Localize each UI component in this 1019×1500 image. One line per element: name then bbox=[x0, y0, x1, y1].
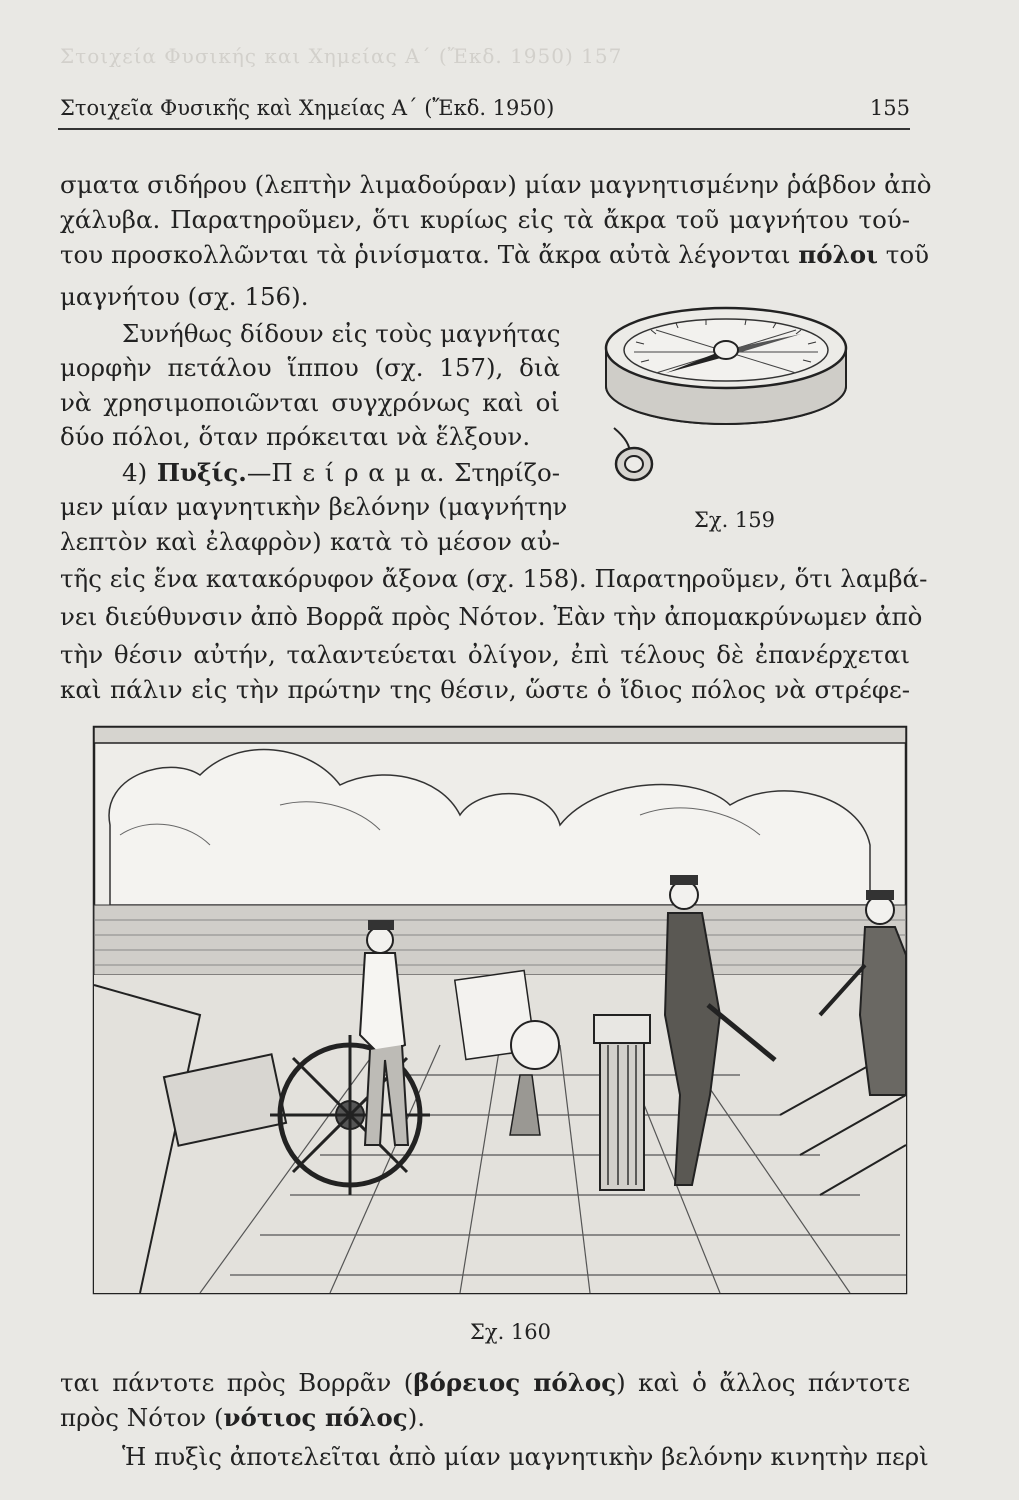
text-line: μαγνήτου (σχ. 156). bbox=[60, 282, 309, 311]
text-line: νει διεύθυνσιν ἀπὸ Βορρᾶ πρὸς Νότον. Ἐὰν τὴν ἀπομακρύνωμεν ἀπὸ bbox=[60, 602, 923, 631]
text-line: μορφὴν πετάλου ἵππου (σχ. 157), διὰ bbox=[60, 353, 560, 382]
text-line: του προσκολλῶνται τὰ ῥινίσματα. Τὰ ἄκρα αὐτὰ λέγονται πόλοι τοῦ bbox=[60, 240, 929, 269]
term-south-pole: νότιος πόλος bbox=[223, 1403, 408, 1432]
ship-bridge-illustration bbox=[80, 715, 920, 1305]
header-rule bbox=[58, 128, 910, 130]
term-poles: πόλοι bbox=[798, 240, 878, 269]
section-heading-line: 4) Πυξίς.—Π ε ί ρ α μ α. Στηρίζο- bbox=[122, 458, 560, 487]
text-line: τῆς εἰς ἕνα κατακόρυφον ἄξονα (σχ. 158). Παρατηροῦμεν, ὅτι λαμβά- bbox=[60, 564, 928, 593]
text-line: νὰ χρησιμοποιῶνται συγχρόνως καὶ οἱ bbox=[60, 388, 560, 417]
text-line: Συνήθως δίδουν εἰς τοὺς μαγνήτας bbox=[122, 319, 561, 348]
text-line: σματα σιδήρου (λεπτὴν λιμαδούραν) μίαν μαγνητισμένην ῥάβδον ἀπὸ bbox=[60, 170, 932, 199]
text-line: μεν μίαν μαγνητικὴν βελόνην (μαγνήτην bbox=[60, 492, 568, 521]
header-title: Στοιχεῖα Φυσικῆς καὶ Χημείας Α΄ (Ἔκδ. 1950) bbox=[60, 96, 555, 120]
figure-caption-160: Σχ. 160 bbox=[470, 1320, 552, 1344]
text-line: τὴν θέσιν αὐτήν, ταλαντεύεται ὀλίγον, ἐπὶ τέλους δὲ ἐπανέρχεται bbox=[60, 640, 910, 669]
term-north-pole: βόρειος πόλος bbox=[413, 1368, 617, 1397]
text-line: ται πάντοτε πρὸς Βορρᾶν (βόρειος πόλος) καὶ ὁ ἄλλος πάντοτε bbox=[60, 1368, 911, 1397]
compass-illustration bbox=[596, 278, 866, 503]
text-line: πρὸς Νότον (νότιος πόλος). bbox=[60, 1403, 426, 1432]
text-line: Ἡ πυξὶς ἀποτελεῖται ἀπὸ μίαν μαγνητικὴν βελόνην κινητὴν περὶ bbox=[122, 1442, 929, 1471]
text-line: καὶ πάλιν εἰς τὴν πρώτην της θέσιν, ὥστε ὁ ἴδιος πόλος νὰ στρέφε- bbox=[60, 675, 910, 704]
page-number: 155 bbox=[869, 96, 910, 120]
text-line: χάλυβα. Παρατηροῦμεν, ὅτι κυρίως εἰς τὰ ἄκρα τοῦ μαγνήτου τού- bbox=[60, 205, 910, 234]
text-line: δύο πόλοι, ὅταν πρόκειται νὰ ἕλξουν. bbox=[60, 422, 531, 451]
bleed-through-text: Στοιχεία Φυσικής και Χημείας Α΄ (Ἔκδ. 1950) 157 bbox=[60, 44, 623, 68]
text-line: λεπτὸν καὶ ἐλαφρὸν) κατὰ τὸ μέσον αὐ- bbox=[60, 527, 560, 556]
section-title-compass: Πυξίς. bbox=[156, 458, 247, 487]
figure-caption-159: Σχ. 159 bbox=[694, 508, 776, 532]
